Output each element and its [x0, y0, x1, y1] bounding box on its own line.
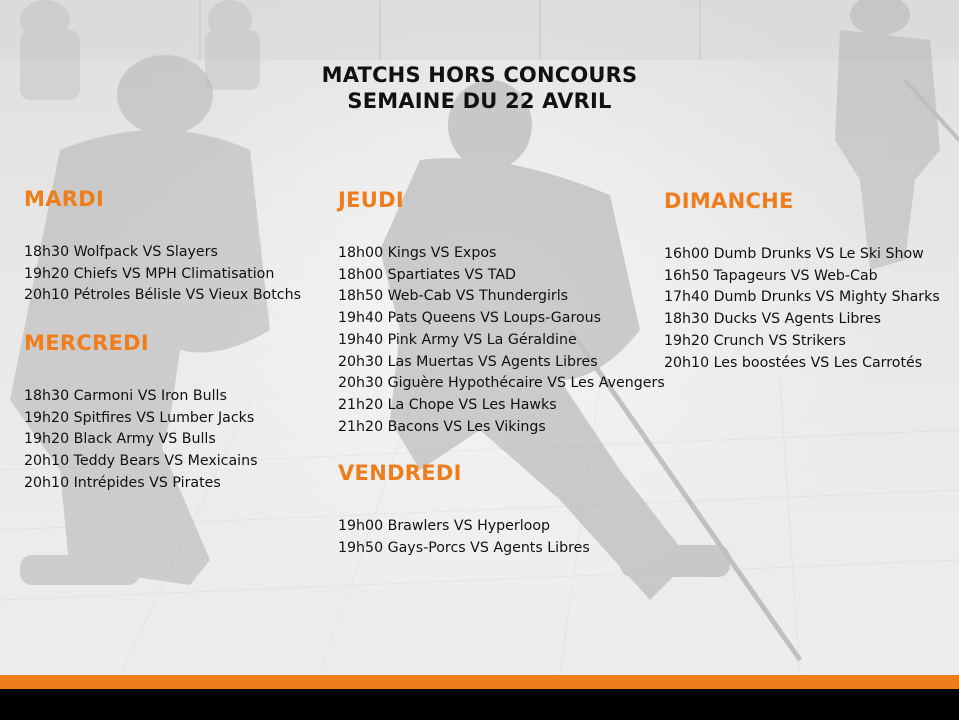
game-item: 19h20 Spitfires VS Lumber Jacks [24, 409, 255, 426]
game-item: 18h30 Ducks VS Agents Libres [664, 311, 882, 328]
games-list-jeudi [338, 243, 665, 438]
games-list-mercredi [24, 386, 258, 495]
game-item: 19h50 Gays-Porcs VS Agents Libres [338, 539, 590, 556]
game-item: 19h40 Pats Queens VS Loups-Garous [338, 310, 602, 327]
footer-black-band [0, 689, 959, 720]
day-heading-vendredi: VENDREDI [338, 461, 462, 485]
game-item: 18h00 Kings VS Expos [338, 245, 497, 261]
title-line-1: MATCHS HORS CONCOURS [321, 63, 638, 87]
game-item: 21h20 Bacons VS Les Vikings [338, 418, 546, 435]
game-item: 19h00 Brawlers VS Hyperloop [338, 518, 551, 534]
game-item: 20h10 Intrépides VS Pirates [24, 474, 221, 491]
game-item: 20h10 Teddy Bears VS Mexicains [24, 453, 258, 470]
game-item: 18h30 Carmoni VS Iron Bulls [24, 388, 227, 404]
day-heading-jeudi: JEUDI [338, 188, 404, 212]
game-item: 19h20 Chiefs VS MPH Climatisation [24, 265, 275, 282]
games-list-mardi [24, 242, 301, 307]
game-item: 17h40 Dumb Drunks VS Mighty Sharks [664, 289, 940, 306]
title-line-2: SEMAINE DU 22 AVRIL [347, 89, 612, 113]
day-heading-mercredi: MERCREDI [24, 331, 149, 355]
game-item: 20h30 Las Muertas VS Agents Libres [338, 353, 598, 370]
games-list-dimanche [664, 244, 940, 374]
game-item: 20h10 Les boostées VS Les Carrotés [664, 354, 923, 371]
footer-orange-band [0, 675, 959, 689]
game-item: 19h20 Black Army VS Bulls [24, 431, 216, 448]
game-item: 20h30 Giguère Hypothécaire VS Les Avengers [338, 375, 665, 392]
game-item: 18h00 Spartiates VS TAD [338, 266, 516, 283]
game-item: 16h50 Tapageurs VS Web-Cab [664, 267, 878, 284]
day-heading-dimanche: DIMANCHE [664, 189, 794, 213]
games-list-vendredi [338, 516, 590, 559]
game-item: 20h10 Pétroles Bélisle VS Vieux Botchs [24, 287, 301, 304]
day-heading-mardi: MARDI [24, 187, 105, 211]
game-item: 18h30 Wolfpack VS Slayers [24, 244, 218, 260]
game-item: 21h20 La Chope VS Les Hawks [338, 396, 557, 413]
game-item: 18h50 Web-Cab VS Thundergirls [338, 288, 569, 305]
game-item: 19h40 Pink Army VS La Géraldine [338, 331, 577, 348]
poster-title [0, 62, 959, 114]
game-item: 19h20 Crunch VS Strikers [664, 332, 846, 349]
game-item: 16h00 Dumb Drunks VS Le Ski Show [664, 246, 924, 262]
